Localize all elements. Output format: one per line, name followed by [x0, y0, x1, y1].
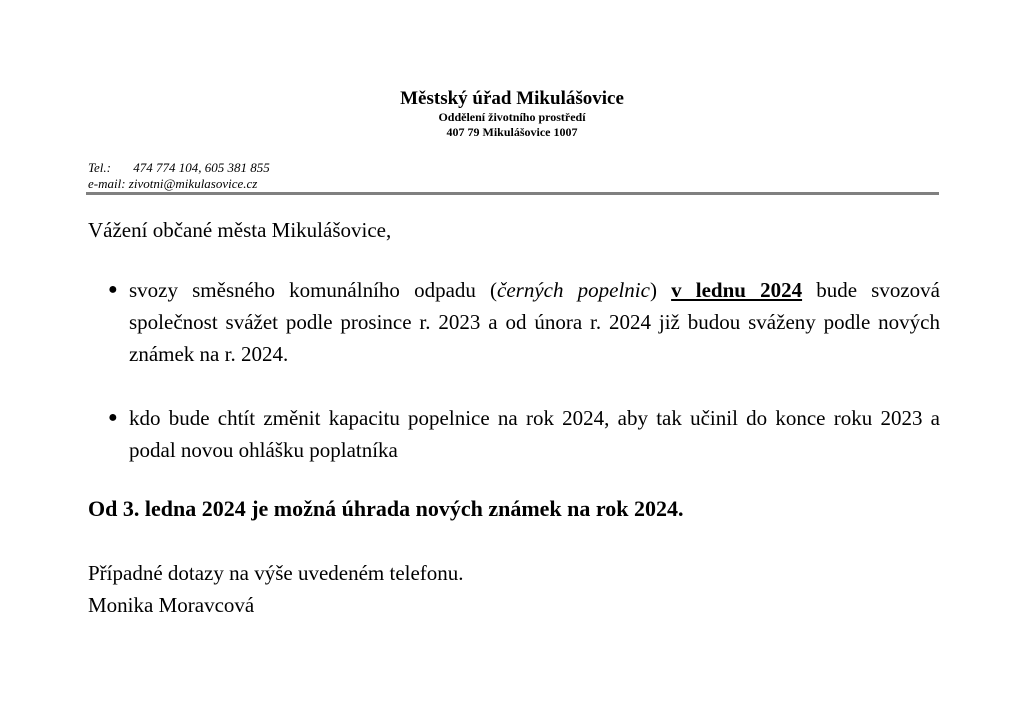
bullet-item-capacity	[88, 402, 940, 466]
closing-line: Případné dotazy na výše uvedeném telefonu.	[88, 561, 464, 585]
phone-line	[88, 160, 270, 176]
bullet1-emphasis: v lednu 2024	[671, 278, 803, 302]
email-address: zivotni@mikulasovice.cz	[128, 176, 258, 191]
header-divider	[86, 192, 939, 195]
bullet-list	[88, 274, 940, 466]
bullet1-text-a: svozy směsného komunálního odpadu (	[129, 278, 498, 302]
email-line	[88, 176, 270, 192]
bullet-icon: ●	[108, 409, 118, 426]
closing-block	[88, 557, 940, 621]
office-address: 407 79 Mikulášovice 1007	[446, 125, 578, 139]
bullet-item-collection	[88, 274, 940, 370]
phone-number: 474 774 104, 605 381 855	[133, 160, 270, 175]
signature: Monika Moravcová	[88, 593, 255, 617]
greeting: Vážení občané města Mikulášovice,	[88, 218, 392, 242]
bullet2-text: kdo bude chtít změnit kapacitu popelnice na rok 2024, aby tak učinil do konce roku 2023 a podal novou ohlášku poplatníka	[129, 406, 940, 462]
phone-label: Tel.:	[88, 160, 111, 175]
contact-block	[88, 160, 270, 192]
email-label: e-mail:	[88, 176, 126, 191]
bullet1-text-b: )	[649, 278, 672, 302]
department-name: Oddělení životního prostředí	[438, 110, 586, 124]
office-title: Městský úřad Mikulášovice	[400, 88, 624, 109]
bullet-icon: ●	[108, 281, 118, 298]
letterhead	[0, 88, 1024, 140]
bullet1-italic: černých popelnic	[497, 278, 650, 302]
payment-notice: Od 3. ledna 2024 je možná úhrada nových známek na rok 2024.	[88, 496, 684, 521]
bullet1-text-c: bude svozová společnost svážet podle prosince r. 2023 a od února r. 2024 již budou sváženy podle nových známek na r. 2024.	[129, 278, 940, 366]
